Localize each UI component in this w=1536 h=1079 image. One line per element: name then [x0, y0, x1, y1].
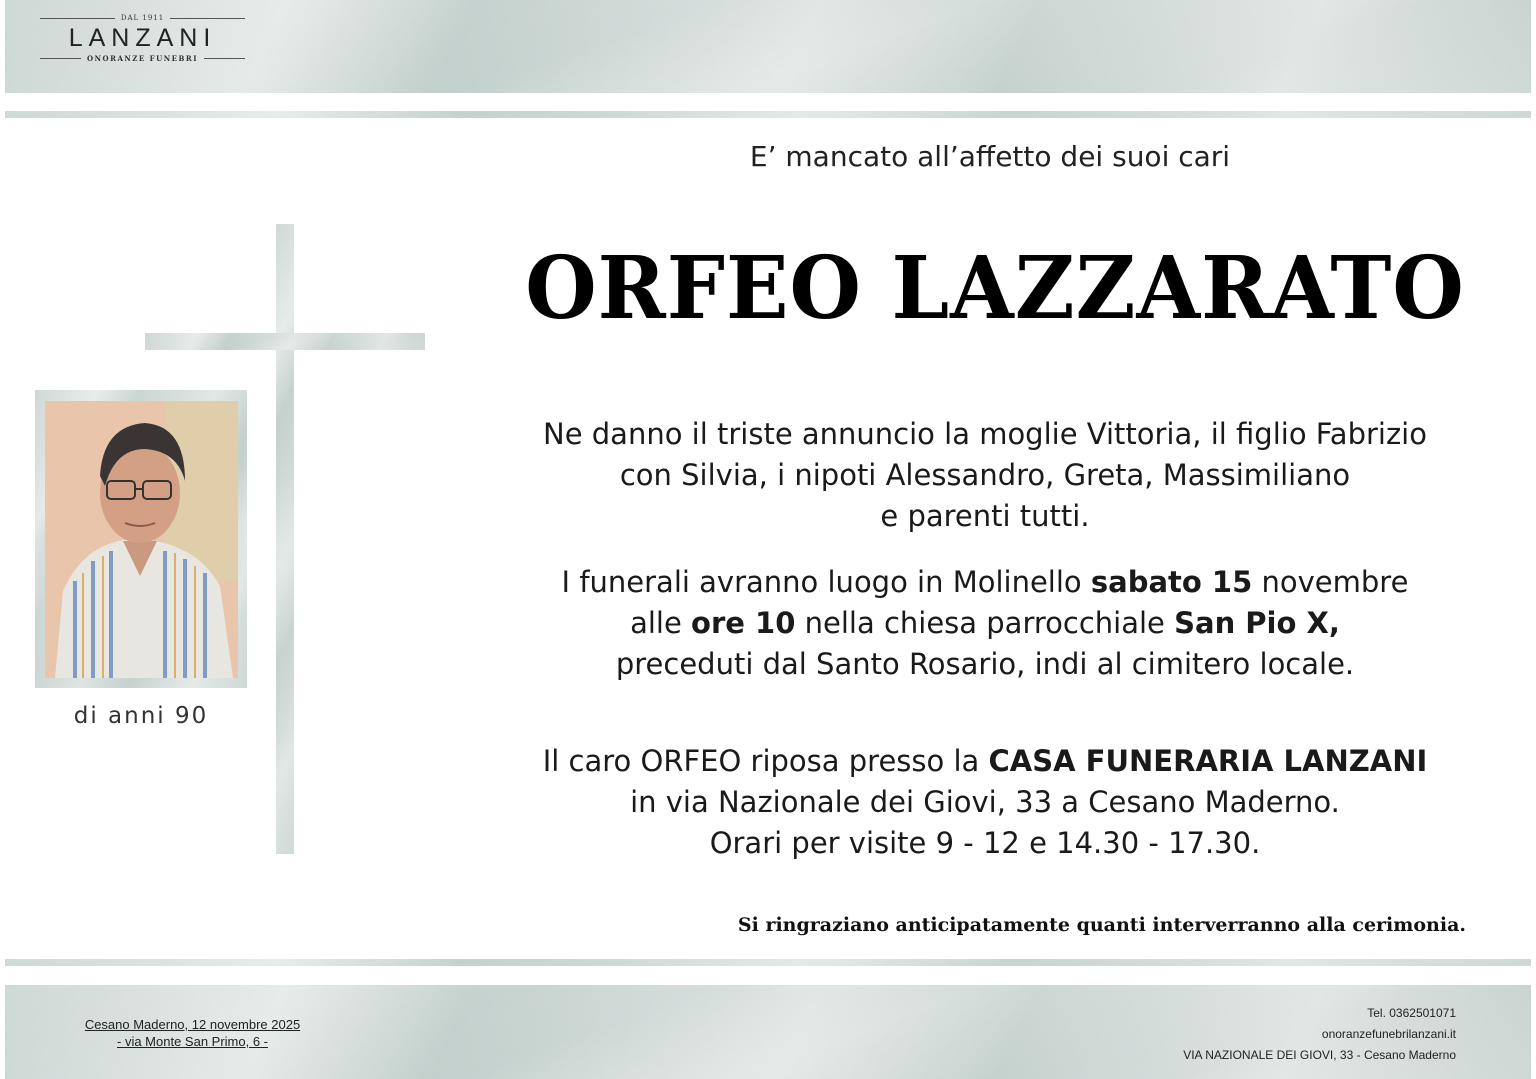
intro-line: E’ mancato all’affetto dei suoi cari [749, 140, 1231, 173]
logo-established: DAL 1911 [40, 14, 245, 22]
funeral-church: San Pio X, [1174, 606, 1340, 640]
lanzani-logo [40, 14, 245, 63]
funeral-text: I funerali avranno luogo in Molinello [561, 565, 1091, 599]
cross-horizontal-beam [145, 333, 425, 350]
portrait-photo [45, 401, 238, 678]
logo-subtitle: ONORANZE FUNEBRI [40, 54, 245, 63]
right-address: VIA NAZIONALE DEI GIOVI, 33 - Cesano Maderno [1183, 1048, 1456, 1062]
funeral-paragraph [460, 562, 1510, 685]
deceased-name: ORFEO LAZZARATO [525, 238, 1465, 339]
announcement-line: e parenti tutti. [880, 499, 1090, 533]
footer-contacts [1030, 1003, 1456, 1066]
funeral-home-name: CASA FUNERARIA LANZANI [988, 744, 1428, 778]
age-label: di anni 90 [73, 703, 209, 729]
portrait-illustration [45, 401, 238, 678]
funeral-text: nella chiesa parrocchiale [795, 606, 1175, 640]
website: onoranzefunebrilanzani.it [1321, 1027, 1456, 1041]
cross-vertical-beam [276, 224, 294, 854]
visitation-paragraph [460, 741, 1510, 864]
visitation-line [460, 741, 1510, 782]
top-divider-stripe [5, 111, 1531, 118]
bottom-divider-stripe [5, 959, 1531, 966]
funeral-date: sabato 15 [1090, 565, 1253, 599]
logo-name: LANZANI [68, 24, 217, 52]
thanks-line: Si ringraziano anticipatamente quanti interverranno alla cerimonia. [737, 914, 1466, 936]
announcement-line: con Silvia, i nipoti Alessandro, Greta, Massimiliano [619, 458, 1351, 492]
left-address: - via Monte San Primo, 6 - [117, 1034, 268, 1049]
announcement-paragraph [460, 414, 1510, 537]
funeral-line [460, 603, 1510, 644]
funeral-text: novembre [1252, 565, 1409, 599]
phone-number: Tel. 0362501071 [1367, 1006, 1456, 1020]
visitation-text: Il caro ORFEO riposa presso la [542, 744, 989, 778]
footer-place-date [40, 1016, 345, 1050]
funeral-time: ore 10 [691, 606, 796, 640]
visitation-line: in via Nazionale dei Giovi, 33 a Cesano Maderno. [630, 785, 1340, 819]
funeral-line [460, 562, 1510, 603]
announcement-line: Ne danno il triste annuncio la moglie Vittoria, il figlio Fabrizio [543, 417, 1427, 451]
funeral-line: preceduti dal Santo Rosario, indi al cimitero locale. [615, 647, 1355, 681]
visitation-line: Orari per visite 9 - 12 e 14.30 - 17.30. [709, 826, 1261, 860]
funeral-text: alle [630, 606, 692, 640]
place-date: Cesano Maderno, 12 novembre 2025 [84, 1017, 301, 1032]
